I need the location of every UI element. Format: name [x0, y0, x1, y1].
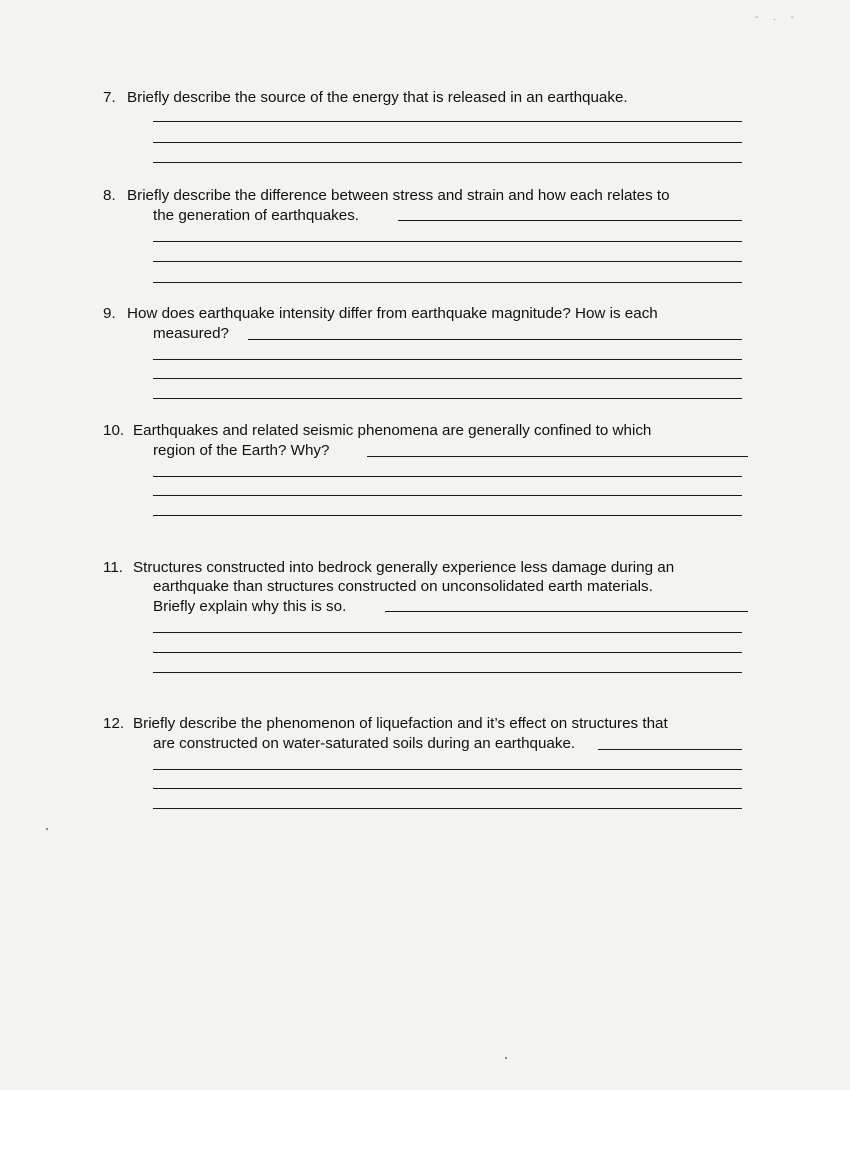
question-number: 8. [103, 187, 116, 204]
answer-line-3[interactable] [153, 788, 742, 789]
question-text-line-1: Briefly describe the difference between stress and strain and how each relates to [127, 187, 670, 204]
answer-line-1[interactable] [153, 121, 742, 122]
corner-scan-mark: - . - [755, 12, 800, 23]
question-text-line-2: earthquake than structures constructed on unconsolidated earth materials. [153, 578, 653, 595]
question-text-line-1: How does earthquake intensity differ from earthquake magnitude? How is each [127, 305, 658, 322]
answer-line-2[interactable] [153, 632, 742, 633]
answer-line-3[interactable] [153, 261, 742, 262]
question-text-line-1: Briefly describe the phenomenon of liquefaction and it’s effect on structures that [133, 715, 668, 732]
question-text-line-2: the generation of earthquakes. [153, 207, 360, 224]
answer-line-4[interactable] [153, 398, 742, 399]
answer-line-2[interactable] [153, 359, 742, 360]
question-text-line-2: are constructed on water-saturated soils during an earthquake. [153, 735, 576, 752]
answer-line-3[interactable] [153, 495, 742, 496]
question-text-line-1: Structures constructed into bedrock generally experience less damage during an [133, 559, 675, 576]
answer-line-3[interactable] [153, 652, 742, 653]
scan-speck [46, 828, 48, 830]
answer-line-3[interactable] [153, 378, 742, 379]
question-text-line-2: region of the Earth? Why? [153, 442, 330, 459]
question-text-line-3: Briefly explain why this is so. [153, 598, 347, 615]
answer-line-1[interactable] [385, 611, 748, 612]
answer-line-1[interactable] [598, 749, 742, 750]
question-number: 12. [103, 715, 125, 732]
answer-line-4[interactable] [153, 808, 742, 809]
answer-line-1[interactable] [367, 456, 748, 457]
question-number: 10. [103, 422, 125, 439]
scan-speck [505, 1057, 507, 1059]
answer-line-3[interactable] [153, 162, 742, 163]
answer-line-4[interactable] [153, 672, 742, 673]
question-text-line-2: measured? [153, 325, 229, 342]
question-number: 11. [103, 559, 123, 576]
question-text-line-1: Earthquakes and related seismic phenomena are generally confined to which [133, 422, 652, 439]
answer-line-2[interactable] [153, 476, 742, 477]
answer-line-4[interactable] [153, 282, 742, 283]
answer-line-4[interactable] [153, 515, 742, 516]
answer-line-2[interactable] [153, 241, 742, 242]
answer-line-1[interactable] [398, 220, 742, 221]
answer-line-2[interactable] [153, 142, 742, 143]
question-number: 9. [103, 305, 116, 322]
question-number: 7. [103, 89, 116, 106]
answer-line-2[interactable] [153, 769, 742, 770]
answer-line-1[interactable] [248, 339, 742, 340]
question-text-line-1: Briefly describe the source of the energy that is released in an earthquake. [127, 89, 628, 106]
